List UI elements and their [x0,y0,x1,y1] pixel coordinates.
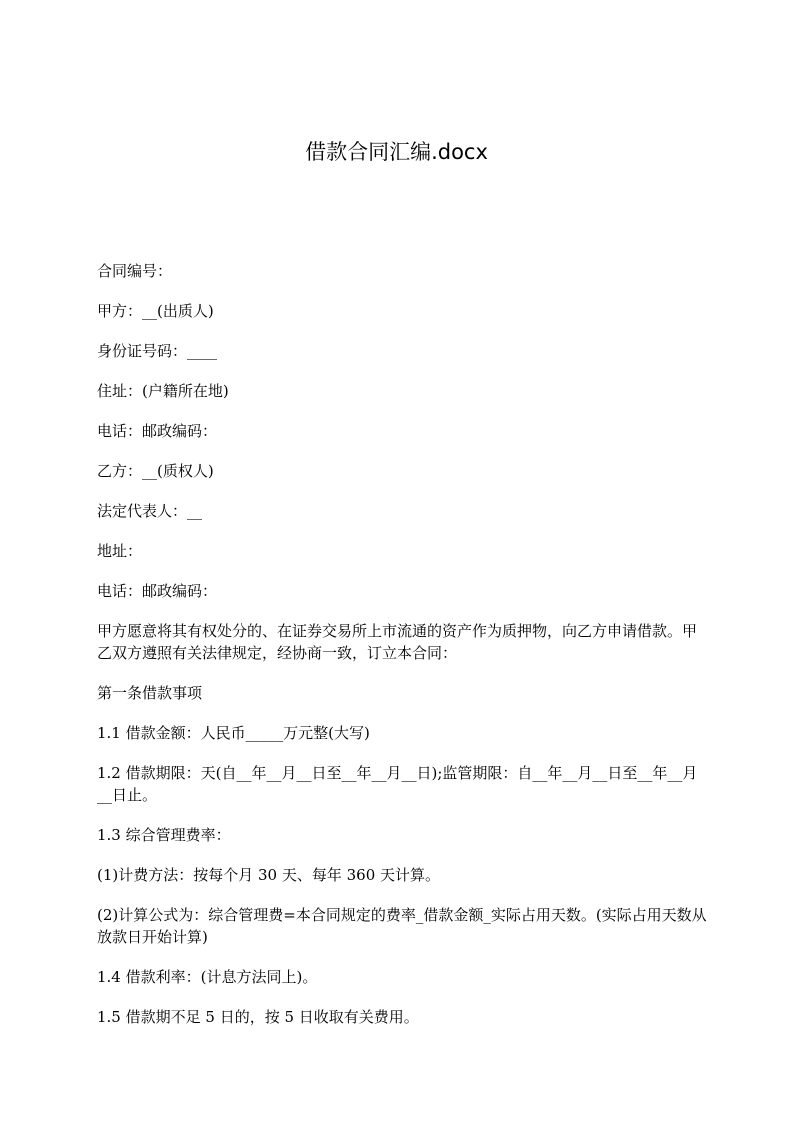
paragraph-preamble: 甲方愿意将其有权处分的、在证券交易所上市流通的资产作为质押物，向乙方申请借款。甲乙双方遵照有关法律规定，经协商一致，订立本合同： [97,622,698,662]
paragraph-minimum-term: 1.5 借款期不足 5 日的，按 5 日收取有关费用。 [97,1008,419,1026]
paragraph-fee-method: (1)计费方法：按每个月 30 天、每年 360 天计算。 [97,866,441,884]
paragraph-phone-a: 电话：邮政编码： [97,422,218,440]
document-title: 借款合同汇编.docx [305,140,488,164]
paragraph-interest-rate: 1.4 借款利率：(计息方法同上)。 [97,968,318,986]
paragraph-loan-amount: 1.1 借款金额：人民币_____万元整(大写) [97,724,370,742]
paragraph-party-a: 甲方：__(出质人) [97,302,214,320]
paragraph-id-number: 身份证号码：____ [97,342,218,360]
paragraph-party-b: 乙方：__(质权人) [97,462,214,480]
paragraph-article-1-heading: 第一条借款事项 [97,684,203,702]
paragraph-contract-number: 合同编号： [97,262,173,280]
paragraph-loan-term: 1.2 借款期限：天(自__年__月__日至__年__月__日);监管期限：自__年__月__日至__年__月__日止。 [97,764,698,804]
paragraph-address-b: 地址： [97,542,143,560]
paragraph-legal-rep: 法定代表人：__ [97,502,203,520]
paragraph-phone-b: 电话：邮政编码： [97,582,218,600]
document-body [97,260,709,1046]
paragraph-address-a: 住址：(户籍所在地) [97,382,229,400]
paragraph-fee-formula: (2)计算公式为：综合管理费=本合同规定的费率_借款金额_实际占用天数。(实际占用天数从放款日开始计算) [97,906,707,946]
paragraph-fee-rate: 1.3 综合管理费率： [97,826,231,844]
